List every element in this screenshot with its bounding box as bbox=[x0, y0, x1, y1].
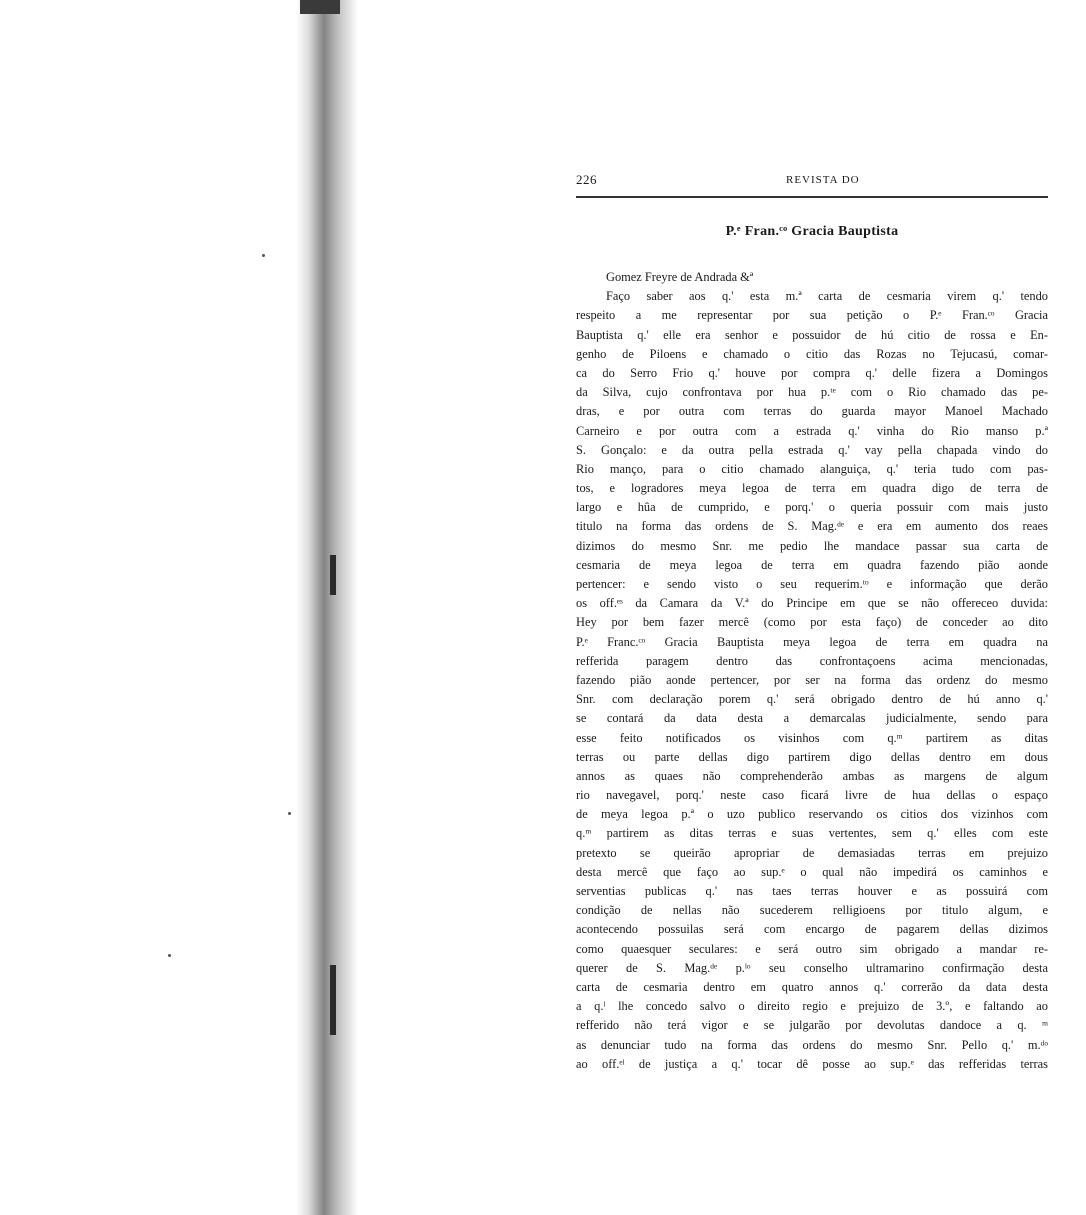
text-line: ca do Serro Frio q.' houve por compra q.' delle fizera a Domingos bbox=[576, 365, 1048, 380]
document-body bbox=[576, 268, 1048, 1074]
paper-speck bbox=[168, 954, 171, 957]
header-rule bbox=[576, 196, 1048, 198]
text-line: Carneiro e por outra com a estrada q.' vinha do Rio manso p.ª bbox=[576, 423, 1048, 438]
text-line: querer de S. Mag.ᵈᵉ p.ˡᵒ seu conselho ultramarino confirmação desta bbox=[576, 960, 1048, 975]
text-line: como quaesquer seculares: e será outro sim obrigado a mandar re- bbox=[576, 941, 1048, 956]
text-line: largo e hûa de cumprido, e porq.' o queria possuir com mais justo bbox=[576, 500, 1048, 515]
text-line: da Silva, cujo confrontava por hua p.ᵗᵉ com o Rio chamado das pe- bbox=[576, 385, 1048, 400]
bleed-mark bbox=[330, 555, 336, 595]
text-line: tos, e logradores meya legoa de terra em quadra digo de terra de bbox=[576, 481, 1048, 496]
text-line: Hey por bem fazer mercê (como por esta faço) de conceder ao dito bbox=[576, 615, 1048, 630]
bleed-mark bbox=[330, 965, 336, 1035]
text-line: refferido não terá vigor e se julgarão por devolutas dandoce a q. ᵐ bbox=[576, 1018, 1048, 1033]
text-line: S. Gonçalo: e da outra pella estrada q.' vay pella chapada vindo do bbox=[576, 442, 1048, 457]
paper-speck bbox=[262, 254, 265, 257]
text-line: Snr. com declaração porem q.' será obrigado dentro de hú anno q.' bbox=[576, 692, 1048, 707]
text-line: fazendo pião aonde pertencer, por ser na forma das ordenz do mesmo bbox=[576, 672, 1048, 687]
left-page-margin bbox=[0, 0, 540, 1215]
text-line: P.ᵉ Franc.ᶜᵒ Gracia Bauptista meya legoa de terra em quadra na bbox=[576, 634, 1048, 649]
text-line: os off.ᵉˢ da Camara da V.ª do Principe em que se não offereceo duvida: bbox=[576, 596, 1048, 611]
spine-top-mark bbox=[300, 0, 340, 14]
text-line: refferida paragem dentro das confrontaçoens acima mencionadas, bbox=[576, 653, 1048, 668]
text-line: ao off.ᵉˡ de justiça a q.' tocar dê posse ao sup.ᵉ das refferidas terras bbox=[576, 1056, 1048, 1071]
text-line: pretexto se queirão apropriar de demasiadas terras em prejuizo bbox=[576, 845, 1048, 860]
page-number: 226 bbox=[576, 172, 597, 187]
journal-title: REVISTA DO bbox=[786, 174, 860, 186]
text-line: Bauptista q.' elle era senhor e possuidor de hú citio de rossa e En- bbox=[576, 327, 1048, 342]
text-line: desta mercê que faço ao sup.ᵉ o qual não impedirá os caminhos e bbox=[576, 864, 1048, 879]
text-line: dras, e por outra com terras do guarda mayor Manoel Machado bbox=[576, 404, 1048, 419]
text-line: titulo na forma das ordens de S. Mag.ᵈᵉ e era em aumento dos reaes bbox=[576, 519, 1048, 534]
text-line: as denunciar tudo na forma das ordens do mesmo Snr. Pello q.' m.ᵈᵒ bbox=[576, 1037, 1048, 1052]
text-line: genho de Piloens e chamado o citio das Rozas no Tejucasú, comar- bbox=[576, 346, 1048, 361]
text-line: serventias publicas q.' nas taes terras houver e as possuirá com bbox=[576, 884, 1048, 898]
text-line: condição de nellas não sucederem relligioens por titulo algum, e bbox=[576, 903, 1048, 918]
text-line: Gomez Freyre de Andrada &ª bbox=[606, 270, 754, 284]
text-line: respeito a me representar por sua petição o P.ᵉ Fran.ᶜᵒ Gracia bbox=[576, 308, 1048, 323]
text-line: pertencer: e sendo visto o seu requerim.ᵗᵒ e informação que derão bbox=[576, 577, 1048, 591]
book-spine-shadow bbox=[296, 0, 358, 1215]
text-line: annos as quaes não comprehenderão ambas as margens de algum bbox=[576, 768, 1048, 783]
text-line: rio navegavel, porq.' neste caso ficará livre de hua dellas o espaço bbox=[576, 788, 1048, 803]
document-page bbox=[576, 170, 1048, 1074]
text-line: acontecendo possuilas será com encargo de pagarem dellas dizimos bbox=[576, 922, 1048, 937]
text-line: dizimos do mesmo Snr. me pedio lhe mandace passar sua carta de bbox=[576, 538, 1048, 553]
section-title: P.ᵉ Fran.ᶜᵒ Gracia Bauptista bbox=[725, 224, 899, 239]
text-line: esse feito notificados os visinhos com q.ᵐ partirem as ditas bbox=[576, 730, 1048, 745]
paper-speck bbox=[288, 812, 291, 815]
text-line: q.ᵐ partirem as ditas terras e suas vertentes, sem q.' elles com este bbox=[576, 826, 1048, 841]
text-line: a q.ˡ lhe concedo salvo o direito regio e prejuizo de 3.º, e faltando ao bbox=[576, 999, 1048, 1014]
running-header bbox=[576, 170, 1048, 192]
text-line: de meya legoa p.ª o uzo publico reservando os citios dos vizinhos com bbox=[576, 807, 1048, 822]
text-line: terras ou parte dellas digo partirem digo dellas dentro em dous bbox=[576, 749, 1048, 764]
text-line: se contará da data desta a demarcalas judicialmente, sendo para bbox=[576, 711, 1048, 726]
text-line: Faço saber aos q.' esta m.ª carta de cesmaria virem q.' tendo bbox=[606, 289, 1048, 304]
text-line: cesmaria de meya legoa de terra em quadra fazendo pião aonde bbox=[576, 557, 1048, 572]
text-line: Rio manço, para o citio chamado alanguiça, q.' teria tudo com pas- bbox=[576, 461, 1048, 476]
text-line: carta de cesmaria dentro em quatro annos q.' correrão da data desta bbox=[576, 979, 1048, 994]
